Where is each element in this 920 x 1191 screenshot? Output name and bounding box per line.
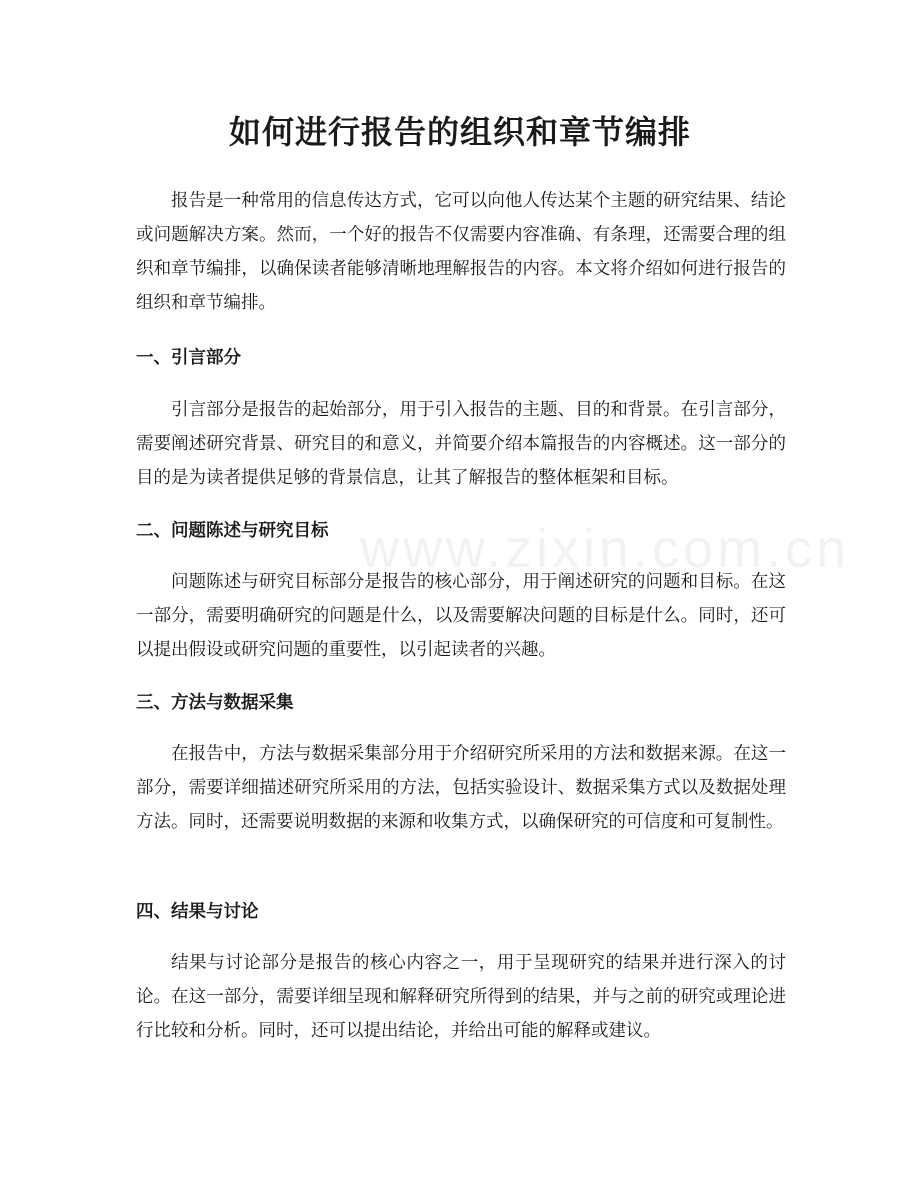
section-heading-problem-statement: 二、问题陈述与研究目标 <box>136 521 329 541</box>
document-title: 如何进行报告的组织和章节编排 <box>228 113 691 151</box>
section-body-methods: 在报告中，方法与数据采集部分用于介绍研究所采用的方法和数据来源。在这一部分，需要详细描述研究所采用的方法，包括实验设计、数据采集方式以及数据处理方法。同时，还需要说明数据的来源和收集方式，以确保研究的可信度和可复制性。 <box>136 744 786 832</box>
section-body-problem-statement: 问题陈述与研究目标部分是报告的核心部分，用于阐述研究的问题和目标。在这一部分，需要明确研究的问题是什么，以及需要解决问题的目标是什么。同时，还可以提出假设或研究问题的重要性，以引起读者的兴趣。 <box>136 572 786 660</box>
watermark: www.zixin.com.cn <box>360 519 851 579</box>
intro-paragraph: 报告是一种常用的信息传达方式，它可以向他人传达某个主题的研究结果、结论或问题解决方案。然而，一个好的报告不仅需要内容准确、有条理，还需要合理的组织和章节编排，以确保读者能够清晰地理解报告的内容。本文将介绍如何进行报告的组织和章节编排。 <box>136 191 786 313</box>
section-body-introduction: 引言部分是报告的起始部分，用于引入报告的主题、目的和背景。在引言部分，需要阐述研究背景、研究目的和意义，并简要介绍本篇报告的内容概述。这一部分的目的是为读者提供足够的背景信息，让其了解报告的整体框架和目标。 <box>136 400 786 488</box>
section-heading-results: 四、结果与讨论 <box>136 902 259 922</box>
section-body-results: 结果与讨论部分是报告的核心内容之一，用于呈现研究的结果并进行深入的讨论。在这一部分，需要详细呈现和解释研究所得到的结果，并与之前的研究或理论进行比较和分析。同时，还可以提出结论，并给出可能的解释或建议。 <box>136 953 786 1041</box>
section-heading-introduction: 一、引言部分 <box>136 348 241 368</box>
section-heading-methods: 三、方法与数据采集 <box>136 693 294 713</box>
